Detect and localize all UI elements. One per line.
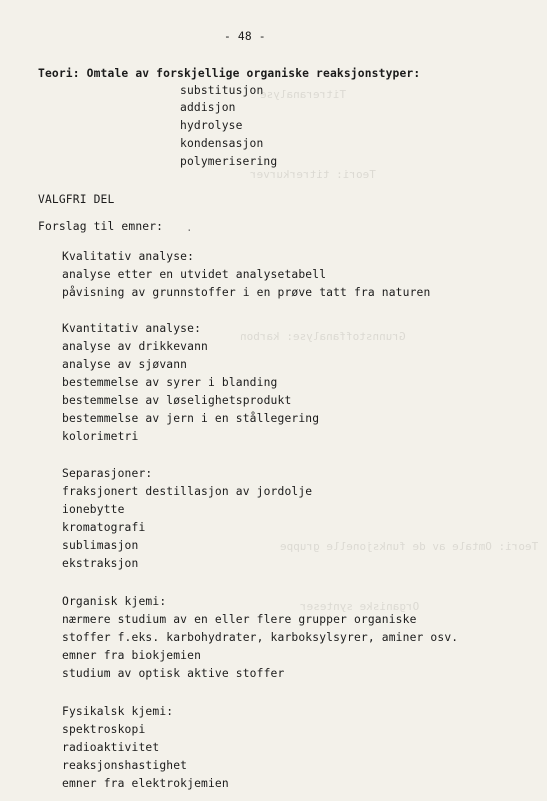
section-line: studium av optisk aktive stoffer bbox=[62, 667, 285, 680]
section-line: analyse av drikkevann bbox=[62, 340, 208, 353]
page-number: - 48 - bbox=[224, 30, 266, 43]
section-line: radioaktivitet bbox=[62, 741, 160, 754]
theory-title: Teori: Omtale av forskjellige organiske reaksjonstyper: bbox=[38, 67, 421, 80]
theory-item: substitusjon bbox=[180, 84, 264, 97]
theory-item: polymerisering bbox=[180, 155, 278, 168]
section-title-qualitative: Kvalitativ analyse: bbox=[62, 250, 195, 263]
bleed-through-text: Organiske synteser bbox=[300, 600, 420, 613]
section-line: ekstraksjon bbox=[62, 557, 139, 570]
bleed-through-text: Teori: titrerkurver bbox=[250, 168, 376, 181]
section-line: bestemmelse av jern i en stållegering bbox=[62, 412, 320, 425]
section-line: fraksjonert destillasjon av jordolje bbox=[62, 485, 313, 498]
section-line: analyse etter en utvidet analysetabell bbox=[62, 268, 327, 281]
section-title-quantitative: Kvantitativ analyse: bbox=[62, 322, 202, 335]
theory-item: addisjon bbox=[180, 101, 236, 114]
section-line: emner fra biokjemien bbox=[62, 649, 202, 662]
proposals-heading: Forslag til emner: bbox=[38, 220, 164, 233]
stray-mark: . bbox=[186, 221, 193, 234]
section-title-organic: Organisk kjemi: bbox=[62, 595, 167, 608]
section-line: spektroskopi bbox=[62, 723, 146, 736]
section-title-physical: Fysikalsk kjemi: bbox=[62, 705, 174, 718]
bleed-through-text: Titreranalyse bbox=[260, 88, 347, 101]
section-line: analyse av sjøvann bbox=[62, 358, 188, 371]
optional-heading: VALGFRI DEL bbox=[38, 193, 115, 206]
bleed-through-text: Grunnstoffanalyse: karbon bbox=[240, 330, 406, 343]
section-line: kromatografi bbox=[62, 521, 146, 534]
section-line: bestemmelse av løselighetsprodukt bbox=[62, 394, 292, 407]
section-line: påvisning av grunnstoffer i en prøve tatt fra naturen bbox=[62, 286, 431, 299]
section-line: bestemmelse av syrer i blanding bbox=[62, 376, 278, 389]
section-line: stoffer f.eks. karbohydrater, karboksylsyrer, aminer osv. bbox=[62, 631, 459, 644]
theory-item: hydrolyse bbox=[180, 119, 243, 132]
section-line: kolorimetri bbox=[62, 430, 139, 443]
section-line: emner fra elektrokjemien bbox=[62, 777, 229, 790]
section-line: sublimasjon bbox=[62, 539, 139, 552]
section-title-separations: Separasjoner: bbox=[62, 467, 153, 480]
bleed-through-text: Teori: Omtale av de funksjonelle gruppe bbox=[280, 540, 539, 553]
section-line: reaksjonshastighet bbox=[62, 759, 188, 772]
section-line: ionebytte bbox=[62, 503, 125, 516]
theory-item: kondensasjon bbox=[180, 137, 264, 150]
section-line: nærmere studium av en eller flere grupper organiske bbox=[62, 613, 417, 626]
